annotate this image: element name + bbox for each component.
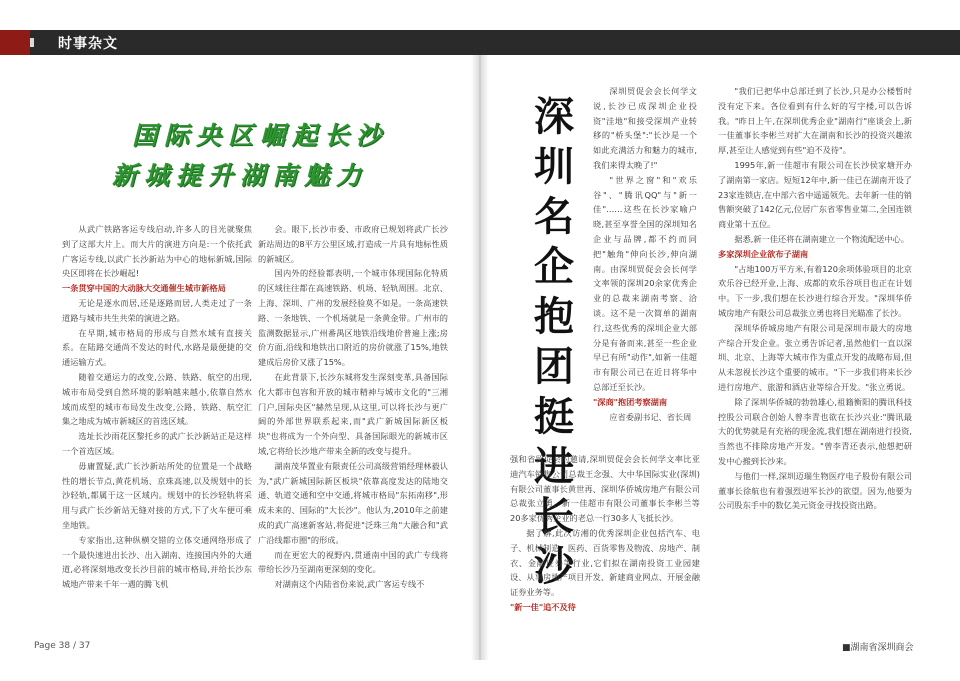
article-paragraph: 从武广铁路客运专线启动,许多人的目光就聚焦到了这部大片上。而大片的演进方向是:一个依托武广客运专线,以武广长沙新站为中心的地标新城,国际央区即将在长沙崛起! — [62, 224, 252, 279]
article-paragraph: "占地100万平方米,有着120余项体验项目的北京欢乐谷已经开业,上海、成都的欢乐谷项目也正在计划中。下一步,我们想在长沙进行综合开发。"深圳华侨城房地产有限公司总裁张立勇也将目光瞄准了长沙。 — [718, 263, 912, 318]
article-paragraph: 选址长沙雨花区黎托乡的武广长沙新站正是这样一个首选区域。 — [62, 431, 252, 456]
article-paragraph: 强和省贸促会的邀请,深圳贸促会会长何学文率比亚迪汽车销售公司总裁王念强、大中华国际实业(深圳)有限公司董事长黄世再、深圳华侨城房地产有限公司总裁张立勇、新一佳超市有限公司董事长李彬兰等20多家优秀企业的老总一行30多人飞抵长沙。 — [510, 454, 700, 524]
article-paragraph: 据了解,此次访湘的优秀深圳企业包括汽车、电子、机械制造、医药、百货零售及物流、房地产、制衣、金融证券等行业,它们拟在湖南投资工业园建设、从事房地产项目开发、新建商业网点、开展金融证券业务等。 — [510, 527, 700, 598]
section-header-bar — [0, 30, 960, 55]
article-paragraph: 湖南茂华置业有限责任公司高级营销经理林毅认为,"武广新城国际新区板块"依靠高度发达的陆地交通、轨道交通和空中交通,将城市格局"东拓南移",形成未来的、国际的"大长沙"。他认为,2010年之前建成的武广高速新客站,将促进"泛珠三角"大融合和"武广沿线都市圈"的形成。 — [258, 460, 448, 545]
article-paragraph: 除了深圳华侨城的勃勃雄心,祖籍衡阳的腾讯科技控股公司联合创始人曾李青也欲在长沙兴业:"腾讯最大的优势就是有充裕的现金流,我们想在湖南进行投资,当然也不排除房地产开发。"曾李青还表示,他想把研发中心搬到长沙来。 — [718, 396, 912, 466]
article-paragraph: 与他们一样,深圳迈瑞生物医疗电子股份有限公司董事长徐航也有着强烈进军长沙的欲望。因为,他要为公司股东手中的数亿美元资金寻找投资出路。 — [718, 470, 912, 511]
article-subheading: 多家深圳企业欲布子湖南 — [718, 248, 809, 259]
page-gutter — [471, 55, 489, 660]
article-paragraph: 对湖南这个内陆省份来说,武广客运专线不 — [274, 579, 425, 590]
article-subheading: 一条贯穿中国的大动脉大交通催生城市新格局 — [62, 283, 226, 294]
article-right-column-1-bottom — [510, 452, 700, 615]
article-right-column-2 — [718, 84, 912, 513]
article-paragraph: 毋庸置疑,武广长沙新站所处的位置是一个战略性的增长节点,黄花机场、京珠高速,以及规划中的长沙轻轨,都属于这一区域内。规划中的长沙轻轨将采用与武广长沙新站无缝对接的方式,下了火车便可乘坐地铁。 — [62, 460, 252, 530]
article-subheading: "新一佳"追不及待 — [510, 601, 576, 612]
page-number: Page 38 / 37 — [34, 641, 91, 651]
article-paragraph: 1995年,新一佳超市有限公司在长沙侯家塘开办了湖南第一家店。短短12年中,新一佳已在湖南开设了23家连锁店,在中部六省中遥遥领先。去年新一佳的销售额突破了142亿元,位居广东省零售业第二,全国连锁商业第十五位。 — [718, 159, 912, 230]
article-right-column-1-top — [593, 84, 697, 424]
article-paragraph: "世界之窗"和"欢乐谷"、"腾讯QQ"与"新一佳"……这些在长沙家喻户晓,甚至享誉全国的深圳知名企业与品牌,都不约而同把"触角"伸向长沙,伸向湖南。由深圳贸促会会长何学文率领的深圳20余家优秀企业的总裁来湖南考察、洽谈。这不是一次简单的湖南行,这些优秀的深圳企业大部分是有备而来,甚至一些企业早已有所"动作",如新一佳超市有限公司已在近日将华中总部迁至长沙。 — [593, 174, 697, 392]
article-paragraph: 专家指出,这种纵横交错的立体交通网络形成了一个最快速进出长沙、出入湖南、连接国内外的大通道,必将深刻地改变长沙目前的城市格局,并给长沙东城地产带来千年一遇的腾飞机 — [62, 534, 252, 590]
publisher-label: ■湖南省深圳商会 — [842, 643, 914, 653]
article-paragraph: 深圳华侨城房地产有限公司是深圳市最大的房地产综合开发企业。张立勇告诉记者,虽然他们一直以深圳、北京、上海等大城市作为重点开发的战略布局,但从未忽视长沙这个重要的城市。"下一步我们将来长沙进行房地产、旅游和酒店业等综合开发。"张立勇说。 — [718, 322, 912, 392]
article-paragraph: 应省委副书记、省长周 — [609, 411, 692, 422]
article-paragraph: 而在更宏大的视野内,贯通南中国的武广专线将带给长沙乃至湖南更深刻的变化。 — [258, 549, 448, 575]
article-paragraph: 在早期,城市格局的形成与自然水域有直接关系。在陆路交通尚不发达的时代,水路是最便捷的交通运输方式。 — [62, 327, 252, 368]
article-left-column-1 — [62, 222, 252, 592]
headline-line1: 国际央区崛起长沙 — [132, 121, 389, 150]
section-title: 时事杂文 — [58, 36, 118, 52]
section-marker — [30, 38, 34, 47]
article-left-column-2 — [258, 222, 448, 592]
article-paragraph: 深圳贸促会会长何学文说,长沙已成深圳企业投资"洼地"和接受深圳产业转移的"桥头堡":"长沙是一个如此充满活力和魅力的城市,我们来得太晚了!" — [593, 86, 697, 170]
article-paragraph: 国内外的经验都表明,一个城市体现国际化特质的区域往往都在高速铁路、机场、轻轨周围。北京、上海、深圳、广州的发展经验莫不如是。一条高速铁路、一条地铁、一个机场就是一条黄金带。广州市的监测数据显示,广州番禺区地铁沿线地价普遍上涨;房价方面,沿线和地铁出口附近的房价就涨了15%,地铁建成后房价又涨了15%。 — [258, 268, 448, 368]
article-vertical-title: 深圳名企抱团挺进长沙 — [534, 93, 574, 590]
article-paragraph: 随着交通运力的改变,公路、铁路、航空的出现,城市布局受到自然环境的影响越来越小,依靠自然水域而成型的城市布局发生改变,公路、铁路、航空汇集之地成为城市新城区的首选区域。 — [62, 371, 252, 427]
headline-line2: 新城提升湖南魅力 — [112, 161, 369, 190]
article-subheading: "深商"抱团考察湖南 — [593, 396, 668, 407]
article-paragraph: 据悉,新一佳还将在湖南建立一个物流配送中心。 — [734, 233, 909, 244]
article-paragraph: "我们已把华中总部迁到了长沙,只是办公楼暂时没有定下来。各位看到有什么好的写字楼,可以告诉我。"昨日上午,在深圳优秀企业"湖南行"座谈会上,新一佳董事长李彬兰对扩大在湖南和长沙的投资兴趣浓厚,甚至让人感觉到有些"迫不及待"。 — [718, 86, 912, 156]
section-accent — [0, 30, 30, 55]
article-paragraph: 会。眼下,长沙市委、市政府已规划将武广长沙新站周边的8平方公里区域,打造成一片具有地标性质的新城区。 — [258, 224, 448, 264]
article-paragraph: 在此背景下,长沙东城将发生深刻变革,具备国际化大都市包容和开放的城市精神与城市文化的"三湘门户,国际央区"赫然呈现,从这里,可以将长沙与更广阔的外部世界联系起来,而"武广新城国际新区板块"也将成为一个外向型、具备国际眼光的新城市区域,它将给长沙地产带来全新的改变与提升。 — [258, 371, 448, 456]
article-paragraph: 无论是逐水而居,还是逐路而居,人类走过了一条道路与城市共生共荣的演进之路。 — [62, 297, 252, 323]
